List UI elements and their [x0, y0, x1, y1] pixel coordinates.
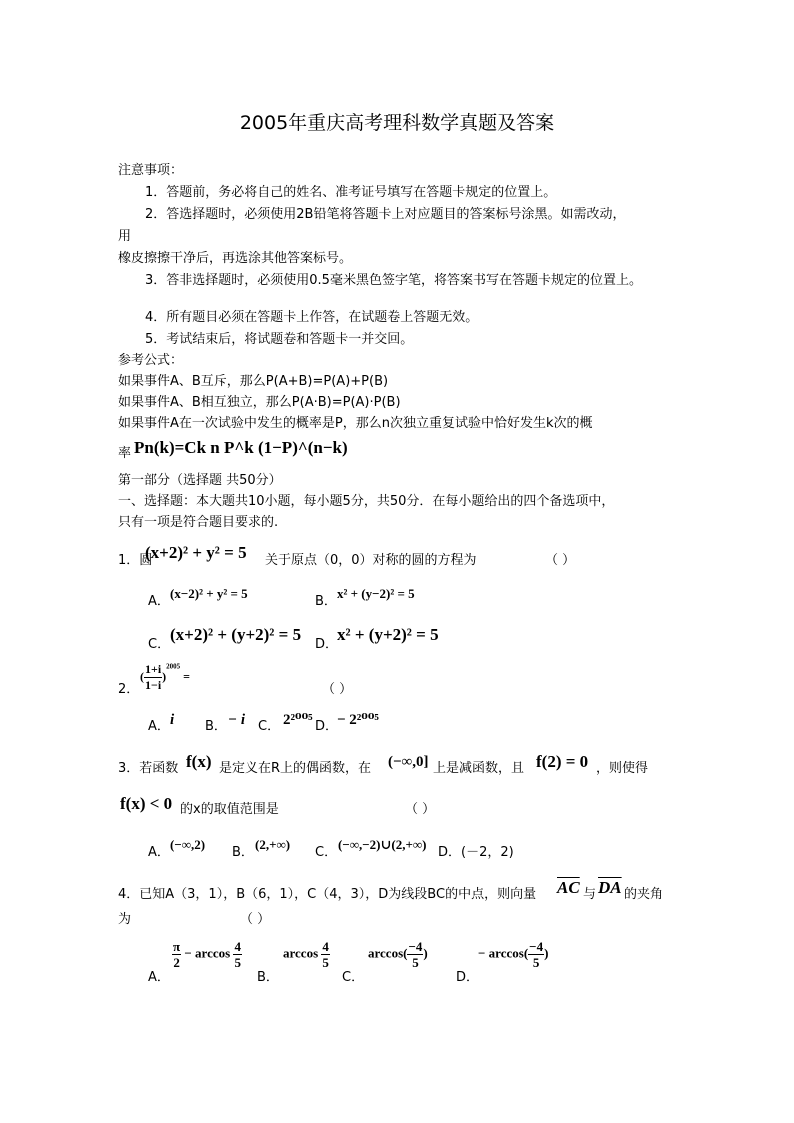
- q3-option-a-label: A．: [148, 845, 170, 860]
- q4-a-arccos: arccos: [195, 945, 231, 961]
- q3-answer-paren: （ ）: [405, 802, 436, 817]
- q4-option-b: [283, 939, 330, 970]
- q4-d-minus-four: −4: [529, 939, 544, 954]
- q2-option-b-label: B．: [205, 719, 227, 734]
- q1-option-b: x² + (y−2)² = 5: [337, 586, 415, 601]
- q3-fx: f(x): [186, 752, 212, 771]
- q4-b-four: 4: [322, 939, 329, 954]
- q2-option-a: i: [170, 712, 175, 728]
- q2-exponent: 2005: [166, 662, 181, 671]
- q1-option-b-label: B．: [315, 594, 337, 609]
- note-2-cont: 橡皮擦擦干净后，再选涂其他答案标号。: [118, 251, 353, 266]
- q4-a-four: 4: [234, 939, 241, 954]
- q1-answer-paren: （ ）: [545, 553, 576, 568]
- q1-option-d-label: D．: [315, 637, 339, 652]
- q2-number: 2．: [118, 682, 140, 697]
- q3-option-c-label: C．: [315, 845, 338, 860]
- q4-d-arccos: arccos: [488, 945, 524, 961]
- q1-option-c: (x+2)² + (y+2)² = 5: [170, 625, 302, 644]
- q3-option-c: (−∞,−2)∪(2,+∞): [338, 837, 427, 852]
- q4-c-minus-four: −4: [408, 939, 423, 954]
- q1-circle-equation: (x+2)² + y² = 5: [145, 543, 247, 562]
- q1-text: 关于原点（0，0）对称的圆的方程为: [265, 553, 477, 568]
- part1-intro-2: 只有一项是符合题目要求的.: [118, 515, 279, 530]
- q2-answer-paren: （ ）: [322, 682, 353, 697]
- q2-option-a-label: A．: [148, 719, 170, 734]
- q4-b-five: 5: [322, 955, 329, 970]
- q3-text-2: 上是减函数，且: [433, 761, 525, 776]
- q3-text-3: ，则使得: [596, 761, 649, 776]
- q3-fx-lt-zero: f(x) < 0: [120, 794, 173, 813]
- note-3: 3．答非选择题时，必须使用0.5毫米黑色签字笔，将答案书写在答题卡规定的位置上。: [145, 273, 642, 288]
- q3-option-a: (−∞,2): [170, 837, 206, 852]
- q4-option-d-label: D．: [456, 970, 480, 985]
- note-4: 4．所有题目必须在答题卡上作答，在试题卷上答题无效。: [145, 310, 479, 325]
- q2-option-b: − i: [228, 712, 246, 728]
- q4-option-d: − arccos( $\frac{-4}{5}$ ): [478, 939, 549, 970]
- q4-c-arccos: arccos: [368, 945, 404, 961]
- q1-option-a-label: A．: [148, 594, 170, 609]
- q4-d-minus: −: [478, 945, 486, 961]
- q3-option-d: D．(－2，2): [438, 845, 514, 860]
- formula-4-prefix: 率: [118, 446, 132, 461]
- notes-heading: 注意事项：: [118, 163, 184, 178]
- formula-2: 如果事件A、B相互独立，那么P(A·B)=P(A)·P(B): [118, 395, 401, 410]
- q3-number: 3．若函数: [118, 761, 179, 776]
- q3-text-1: 是定义在R上的偶函数，在: [219, 761, 372, 776]
- q4-option-a: [172, 939, 242, 970]
- q4-a-five: 5: [234, 955, 241, 970]
- q4-a-two: 2: [173, 955, 180, 970]
- q4-answer-paren: （ ）: [240, 912, 271, 927]
- q2-option-d: − 2²⁰⁰⁵: [337, 712, 379, 728]
- q4-a-minus: −: [184, 945, 192, 961]
- q4-b-arccos: arccos: [283, 945, 319, 961]
- q4-option-a-label: A．: [148, 970, 170, 985]
- note-5: 5．考试结束后，将试题卷和答题卡一并交回。: [145, 332, 414, 347]
- q4-c-five: 5: [412, 955, 419, 970]
- q2-denominator: 1−i: [145, 678, 162, 692]
- q4-option-b-label: B．: [257, 970, 279, 985]
- q2-option-c: 2²⁰⁰⁵: [283, 712, 313, 728]
- q2-option-d-label: D．: [315, 719, 339, 734]
- q3-f2-equals-zero: f(2) = 0: [536, 752, 589, 771]
- q4-text-2: 与: [583, 887, 597, 902]
- part1-heading: 第一部分（选择题 共50分）: [118, 473, 282, 488]
- q4-option-c: arccos( $\frac{-4}{5}$ ): [368, 939, 428, 970]
- q3-interval: (−∞,0]: [388, 754, 429, 770]
- q4-text-4: 为: [118, 912, 132, 927]
- q4-vector-ac: $\overline{AC}$: [557, 878, 580, 897]
- q1-option-a: (x−2)² + y² = 5: [170, 586, 248, 601]
- q2-option-c-label: C．: [258, 719, 281, 734]
- q2-expression: ( $\frac{1+i}{1-i}$ )$^{2005}$ =: [140, 662, 191, 692]
- q4-text-1: 4．已知A（3，1），B（6，1），C（4，3），D为线段BC的中点，则向量: [118, 887, 537, 902]
- note-2: 2．答选择题时，必须使用2B铅笔将答题卡上对应题目的答案标号涂黑。如需改动，: [145, 207, 626, 222]
- formula-3: 如果事件A在一次试验中发生的概率是P，那么n次独立重复试验中恰好发生k次的概: [118, 416, 593, 431]
- q1-option-c-label: C．: [148, 637, 171, 652]
- q3-text-4: 的x的取值范围是: [180, 802, 279, 817]
- formulas-heading: 参考公式：: [118, 353, 184, 368]
- q1-option-d: x² + (y+2)² = 5: [337, 625, 439, 644]
- note-1: 1．答题前，务必将自己的姓名、准考证号填写在答题卡规定的位置上。: [145, 185, 557, 200]
- part1-intro-1: 一、选择题：本大题共10小题，每小题5分，共50分．在每小题给出的四个备选项中，: [118, 494, 615, 509]
- q4-d-five: 5: [532, 955, 540, 970]
- q4-a-pi: π: [173, 939, 181, 954]
- q2-numerator: 1+i: [145, 662, 162, 676]
- q1-number: 1．圆: [118, 553, 153, 568]
- formula-1: 如果事件A、B互斥，那么P(A+B)=P(A)+P(B): [118, 374, 389, 389]
- q4-vector-da: $\overline{DA}$: [598, 878, 622, 897]
- q3-option-b: (2,+∞): [255, 837, 291, 852]
- binomial-formula: Pn(k)=Ck n P^k (1−P)^(n−k): [134, 438, 348, 457]
- q3-option-b-label: B．: [232, 845, 254, 860]
- note-2-wrap: 用: [118, 229, 132, 244]
- page-title: 2005年重庆高考理科数学真题及答案: [239, 112, 555, 134]
- q4-text-3: 的夹角: [624, 887, 664, 902]
- q4-option-c-label: C．: [342, 970, 365, 985]
